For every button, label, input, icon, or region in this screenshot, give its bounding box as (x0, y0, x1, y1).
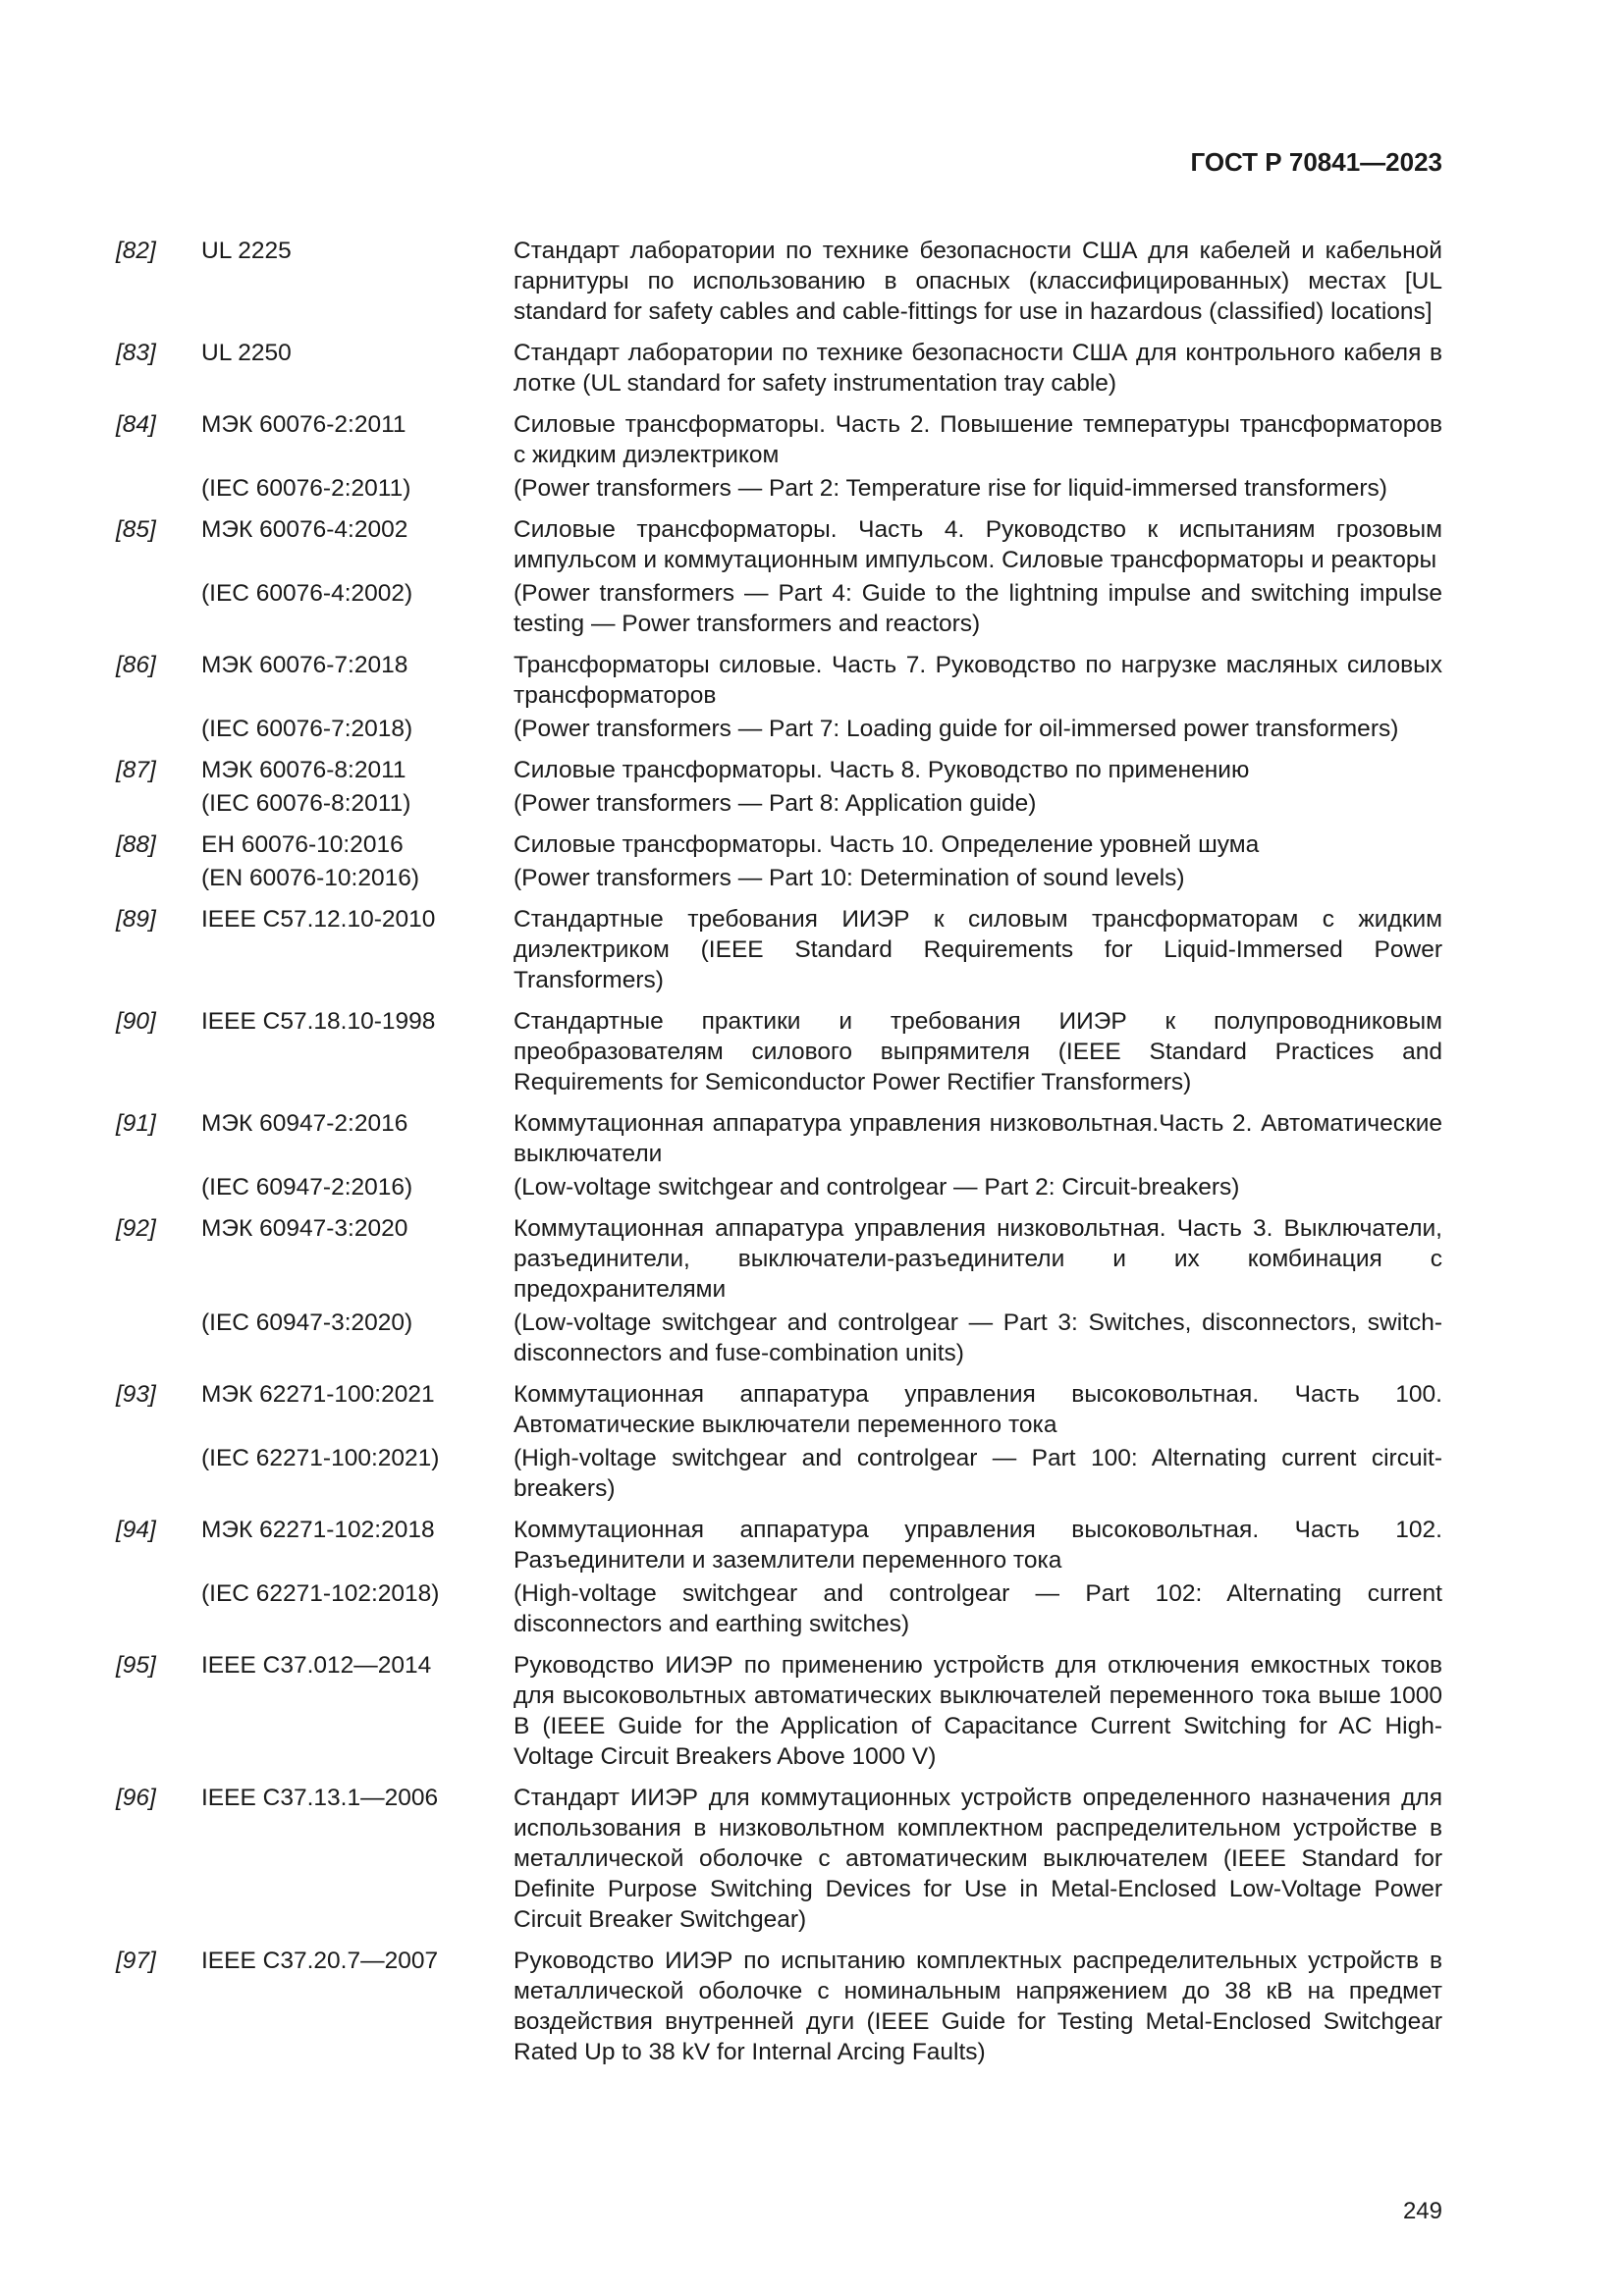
bibliography-entry (116, 514, 1442, 639)
indent-spacer (116, 788, 201, 819)
document-header-title: ГОСТ Р 70841—2023 (1190, 147, 1442, 177)
standard-code: IEEE C57.18.10-1998 (201, 1008, 436, 1035)
bibliography-entry (116, 1650, 1442, 1772)
original-standard-code: (IEC 62271-102:2018) (201, 1580, 440, 1607)
bibliography-entry (116, 1946, 1442, 2067)
entry-main-line (116, 409, 1442, 470)
standard-code: UL 2225 (201, 238, 292, 264)
reference-number: [96] (116, 1785, 156, 1811)
reference-number: [86] (116, 652, 156, 678)
entry-main-line (116, 1946, 1442, 2067)
indent-spacer (116, 1443, 201, 1504)
entry-main-line (116, 1650, 1442, 1772)
standard-title: Силовые трансформаторы. Часть 4. Руководство к испытаниям грозовым импульсом и коммутационным импульсом. Силовые трансформаторы и реакторы (514, 516, 1442, 573)
indent-spacer (116, 1308, 201, 1368)
bibliography-entry (116, 236, 1442, 327)
original-standard-code: (IEC 60076-7:2018) (201, 716, 413, 742)
original-standard-code: (IEC 60947-3:2020) (201, 1309, 413, 1336)
page-number: 249 (1402, 2198, 1442, 2224)
reference-number: [92] (116, 1215, 156, 1242)
entry-main-line (116, 904, 1442, 995)
standard-title: Стандарт лаборатории по технике безопасности США для контрольного кабеля в лотке (UL standard for safety instrumentation tray cable) (514, 340, 1442, 397)
standard-title: Руководство ИИЭР по испытанию комплектных распределительных устройств в металлической оболочке с номинальным напряжением до 38 кВ на предмет воздействия внутренней дуги (IEEE Guide for Testing Metal-Enclosed Switchgear Rated Up to 38 kV for Internal Arcing Faults) (514, 1948, 1442, 2065)
original-standard-title: (Power transformers — Part 7: Loading guide for oil-immersed power transformers) (514, 716, 1399, 742)
standard-code: IEEE C37.20.7—2007 (201, 1948, 439, 1974)
standard-code: МЭК 60076-8:2011 (201, 757, 406, 783)
reference-number: [87] (116, 757, 156, 783)
entry-main-line (116, 650, 1442, 711)
entry-main-line (116, 1108, 1442, 1169)
entry-main-line (116, 1213, 1442, 1305)
reference-number: [83] (116, 340, 156, 366)
entry-original-line (116, 578, 1442, 639)
standard-code: МЭК 62271-100:2021 (201, 1381, 435, 1408)
indent-spacer (116, 863, 201, 893)
indent-spacer (116, 473, 201, 504)
entry-main-line (116, 1379, 1442, 1440)
standard-code: IEEE C57.12.10-2010 (201, 906, 436, 933)
entry-main-line (116, 755, 1442, 785)
reference-number: [82] (116, 238, 156, 264)
reference-number: [84] (116, 411, 156, 438)
reference-number: [95] (116, 1652, 156, 1679)
bibliography-entry (116, 338, 1442, 399)
entry-original-line (116, 714, 1442, 744)
reference-number: [93] (116, 1381, 156, 1408)
entry-original-line (116, 473, 1442, 504)
entry-main-line (116, 1783, 1442, 1935)
bibliography-entry (116, 409, 1442, 504)
bibliography-entry (116, 1515, 1442, 1639)
indent-spacer (116, 1578, 201, 1639)
bibliography-entry (116, 1006, 1442, 1097)
original-standard-title: (Power transformers — Part 8: Application guide) (514, 790, 1037, 817)
standard-code: МЭК 60947-2:2016 (201, 1110, 408, 1137)
standard-title: Стандарт ИИЭР для коммутационных устройств определенного назначения для использования в низковольтном комплектном распределительном устройстве в металлической оболочке с автоматическим выключателем (IEEE Standard for Definite Purpose Switching Devices for Use in Metal-Enclosed Low-Voltage Power Circuit Breaker Switchgear) (514, 1785, 1442, 1933)
original-standard-title: (High-voltage switchgear and controlgear — Part 102: Alternating current disconnectors and earthing switches) (514, 1580, 1442, 1637)
standard-code: МЭК 60076-2:2011 (201, 411, 406, 438)
entry-main-line (116, 514, 1442, 575)
standard-title: Коммутационная аппаратура управления высоковольтная. Часть 102. Разъединители и заземлители переменного тока (514, 1517, 1442, 1574)
reference-number: [94] (116, 1517, 156, 1543)
standard-code: МЭК 60947-3:2020 (201, 1215, 408, 1242)
entry-main-line (116, 829, 1442, 860)
standard-code: IEEE C37.012—2014 (201, 1652, 432, 1679)
standard-title: Силовые трансформаторы. Часть 2. Повышение температуры трансформаторов с жидким диэлектриком (514, 411, 1442, 468)
bibliography-entry (116, 1213, 1442, 1368)
standard-title: Стандартные требования ИИЭР к силовым трансформаторам с жидким диэлектриком (IEEE Standard Requirements for Liquid-Immersed Power Transformers) (514, 906, 1442, 993)
bibliography-entry (116, 829, 1442, 893)
standard-code: МЭК 60076-7:2018 (201, 652, 408, 678)
bibliography-entry (116, 1108, 1442, 1202)
reference-number: [88] (116, 831, 156, 858)
standard-title: Силовые трансформаторы. Часть 8. Руководство по применению (514, 757, 1250, 783)
standard-title: Трансформаторы силовые. Часть 7. Руководство по нагрузке масляных силовых трансформаторов (514, 652, 1442, 709)
bibliography-list (116, 236, 1442, 2078)
standard-title: Коммутационная аппаратура управления низковольтная. Часть 3. Выключатели, разъединители, выключатели-разъединители и их комбинация с предохранителями (514, 1215, 1442, 1303)
reference-number: [89] (116, 906, 156, 933)
standard-code: МЭК 62271-102:2018 (201, 1517, 435, 1543)
original-standard-title: (Power transformers — Part 2: Temperature rise for liquid-immersed transformers) (514, 475, 1387, 502)
entry-main-line (116, 1006, 1442, 1097)
bibliography-entry (116, 755, 1442, 819)
original-standard-title: (High-voltage switchgear and controlgear — Part 100: Alternating current circuit-breakers) (514, 1445, 1442, 1502)
standard-code: UL 2250 (201, 340, 292, 366)
bibliography-entry (116, 1783, 1442, 1935)
original-standard-code: (IEC 60076-4:2002) (201, 580, 413, 607)
entry-main-line (116, 1515, 1442, 1575)
standard-code: IEEE C37.13.1—2006 (201, 1785, 439, 1811)
entry-original-line (116, 788, 1442, 819)
indent-spacer (116, 714, 201, 744)
standard-title: Стандарт лаборатории по технике безопасности США для кабелей и кабельной гарнитуры по использованию в опасных (классифицированных) местах [UL standard for safety cables and cable-fittings for use in hazardous (classified) locations] (514, 238, 1442, 325)
original-standard-title: (Power transformers — Part 4: Guide to the lightning impulse and switching impulse testing — Power transformers and reactors) (514, 580, 1442, 637)
entry-original-line (116, 1172, 1442, 1202)
original-standard-code: (IEC 62271-100:2021) (201, 1445, 440, 1471)
entry-original-line (116, 863, 1442, 893)
standard-title: Силовые трансформаторы. Часть 10. Определение уровней шума (514, 831, 1260, 858)
standard-code: МЭК 60076-4:2002 (201, 516, 408, 543)
indent-spacer (116, 578, 201, 639)
reference-number: [97] (116, 1948, 156, 1974)
entry-main-line (116, 236, 1442, 327)
original-standard-code: (IEC 60947-2:2016) (201, 1174, 413, 1201)
entry-main-line (116, 338, 1442, 399)
bibliography-entry (116, 1379, 1442, 1504)
bibliography-entry (116, 904, 1442, 995)
original-standard-code: (EN 60076-10:2016) (201, 865, 420, 891)
entry-original-line (116, 1443, 1442, 1504)
reference-number: [91] (116, 1110, 156, 1137)
standard-title: Коммутационная аппаратура управления низковольтная.Часть 2. Автоматические выключатели (514, 1110, 1442, 1167)
standard-title: Руководство ИИЭР по применению устройств для отключения емкостных токов для высоковольтных автоматических выключателей переменного тока выше 1000 В (IEEE Guide for the Application of Capacitance Current Switching for AC High-Voltage Circuit Breakers Above 1000 V) (514, 1652, 1442, 1770)
original-standard-title: (Low-voltage switchgear and controlgear — Part 2: Circuit-breakers) (514, 1174, 1240, 1201)
original-standard-title: (Low-voltage switchgear and controlgear — Part 3: Switches, disconnectors, switch-disconnectors and fuse-combination units) (514, 1309, 1442, 1366)
original-standard-title: (Power transformers — Part 10: Determination of sound levels) (514, 865, 1185, 891)
original-standard-code: (IEC 60076-2:2011) (201, 475, 411, 502)
entry-original-line (116, 1308, 1442, 1368)
entry-original-line (116, 1578, 1442, 1639)
original-standard-code: (IEC 60076-8:2011) (201, 790, 411, 817)
reference-number: [85] (116, 516, 156, 543)
reference-number: [90] (116, 1008, 156, 1035)
indent-spacer (116, 1172, 201, 1202)
standard-title: Коммутационная аппаратура управления высоковольтная. Часть 100. Автоматические выключатели переменного тока (514, 1381, 1442, 1438)
standard-title: Стандартные практики и требования ИИЭР к полупроводниковым преобразователям силового выпрямителя (IEEE Standard Practices and Requirements for Semiconductor Power Rectifier Transformers) (514, 1008, 1442, 1095)
standard-code: ЕН 60076-10:2016 (201, 831, 404, 858)
bibliography-entry (116, 650, 1442, 744)
